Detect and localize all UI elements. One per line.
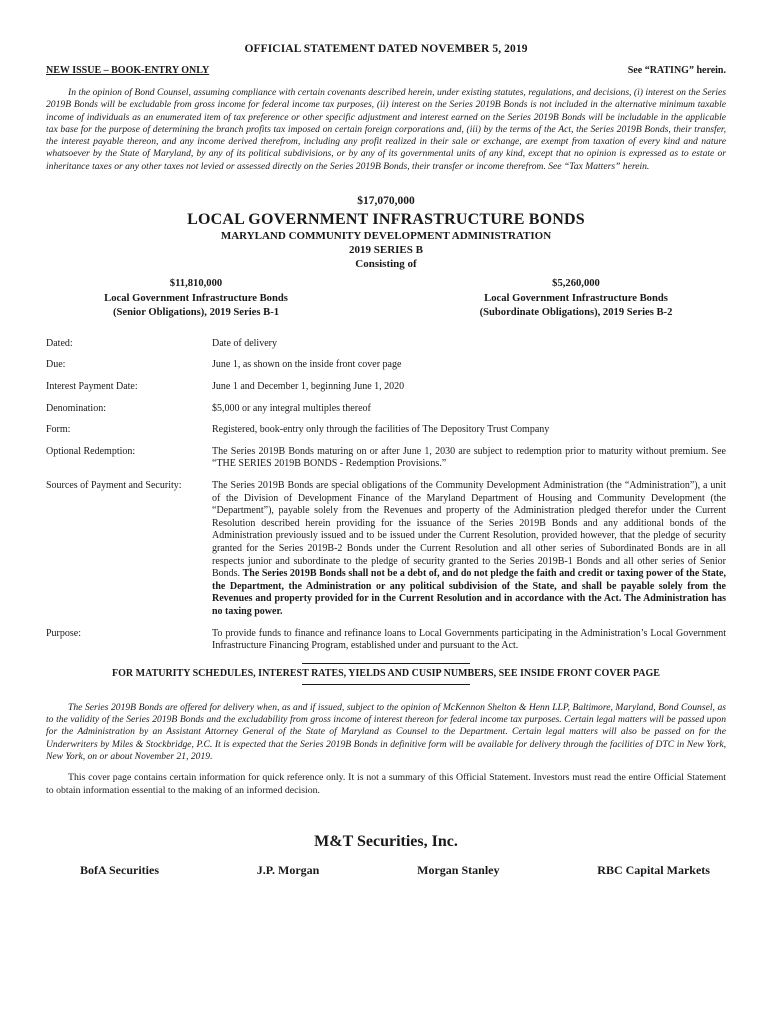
term-due <box>46 359 726 372</box>
term-value: The Series 2019B Bonds maturing on or after June 1, 2030 are subject to redemption prior to maturity without premium. See “THE SERIES 2019B BONDS - Redemption Provisions.” <box>212 445 726 470</box>
term-dated <box>46 338 726 351</box>
official-statement-date: OFFICIAL STATEMENT DATED NOVEMBER 5, 2019 <box>244 43 528 55</box>
maturity-notice-block <box>46 663 726 685</box>
series-b2-name: Local Government Infrastructure Bonds <box>484 292 668 304</box>
lead-underwriter: M&T Securities, Inc. <box>314 833 458 851</box>
term-form <box>46 424 726 437</box>
sources-bold-text: The Series 2019B Bonds shall not be a debt of, and do not pledge the faith and credit or taxing power of the State, the Department, the Administration or any political subdivision of the State, and shall be payable solely from the Revenues and property provided for in the Current Resolution and in accordance with the Act. The Administration has no taxing power. <box>212 568 726 617</box>
term-value: $5,000 or any integral multiples thereof <box>212 402 371 414</box>
series-b1-block <box>46 277 346 321</box>
term-value: To provide funds to finance and refinance loans to Local Governments participating in the Administration’s Local Government Infrastructure Financing Program, established under and pursuant to the Act. <box>212 627 726 652</box>
term-label: Interest Payment Date: <box>46 381 138 393</box>
rating-reference: See “RATING” herein. <box>627 65 726 76</box>
total-amount: $17,070,000 <box>357 195 415 208</box>
term-label: Form: <box>46 424 71 436</box>
term-optional-redemption <box>46 446 726 471</box>
series-columns <box>46 277 726 321</box>
series-name: 2019 SERIES B <box>349 244 423 257</box>
series-b2-desc: (Subordinate Obligations), 2019 Series B-2 <box>479 307 673 319</box>
divider-bottom <box>302 684 470 685</box>
issuer-name: MARYLAND COMMUNITY DEVELOPMENT ADMINISTRATION <box>220 230 552 243</box>
bond-title: LOCAL GOVERNMENT INFRASTRUCTURE BONDS <box>187 211 585 229</box>
term-value: Registered, book-entry only through the facilities of The Depository Trust Company <box>212 424 550 436</box>
term-denomination <box>46 403 726 416</box>
term-label: Optional Redemption: <box>46 445 136 457</box>
sources-text: The Series 2019B Bonds are special obligations of the Community Development Administration (the “Administration”), a unit of the Division of Development Finance of the Maryland Department of Housing and Community Development (the “Department”), payable solely from the Revenues and property of the Administration pledged therefor under the Current Resolution described herein providing for the issuance of the Series 2019B Bonds and any additional bonds of the Administration previously issued and to be issued under the Current Resolution, provided however, that the pledge of security granted for the Series 2019B-2 Bonds under the Current Resolution and all other series of Subordinated Bonds are in all respects junior and subordinate to the pledge of security granted to the Series 2019B-1 Bonds and all other series of Senior Bonds. <box>212 480 726 580</box>
cover-note: This cover page contains certain information for quick reference only. It is not a summary of this Official Statement. Investors must read the entire Official Statement to obtain information essential to the making of an informed decision. <box>46 772 726 796</box>
series-b1-desc: (Senior Obligations), 2019 Series B-1 <box>112 307 280 319</box>
term-label: Purpose: <box>46 627 81 639</box>
underwriter-jpmorgan: J.P. Morgan <box>256 863 320 878</box>
consisting-of: Consisting of <box>355 258 417 271</box>
issue-line <box>46 65 726 76</box>
series-b1-amount: $11,810,000 <box>169 278 223 290</box>
term-label: Due: <box>46 359 66 371</box>
underwriter-rbc: RBC Capital Markets <box>597 863 710 878</box>
term-value: June 1 and December 1, beginning June 1, 2020 <box>212 381 405 393</box>
term-label: Sources of Payment and Security: <box>46 480 182 492</box>
maturity-notice: FOR MATURITY SCHEDULES, INTEREST RATES, YIELDS AND CUSIP NUMBERS, SEE INSIDE FRONT COVER PAGE <box>112 667 660 679</box>
term-value <box>212 480 726 619</box>
offering-paragraph: The Series 2019B Bonds are offered for delivery when, as and if issued, subject to the opinion of McKennon Shelton & Henn LLP, Baltimore, Maryland, Bond Counsel, as to the validity of the Series 2019B Bonds and the excludability from gross income of interest thereon for federal income tax purposes. Certain legal matters will be passed upon for the Administration by an Assistant Attorney General of the State of Maryland as Counsel to the Department. Certain legal matters will also be passed on for the Underwriters by Miles & Stockbridge, P.C. It is expected that the Series 2019B Bonds in definitive form will be available for delivery through the facilities of DTC in New York, New York, on or about November 21, 2019. <box>46 701 726 762</box>
terms-list <box>46 338 726 653</box>
term-purpose <box>46 628 726 653</box>
term-value: Date of delivery <box>212 337 277 349</box>
term-interest-payment <box>46 381 726 394</box>
term-value: June 1, as shown on the inside front cover page <box>212 359 402 371</box>
underwriter-morgan-stanley: Morgan Stanley <box>417 863 500 878</box>
series-b2-block <box>426 277 726 321</box>
series-b1-name: Local Government Infrastructure Bonds <box>104 292 288 304</box>
term-sources-of-payment <box>46 480 726 619</box>
cover-page <box>46 40 726 878</box>
series-b2-amount: $5,260,000 <box>552 278 600 290</box>
co-managers <box>46 863 726 878</box>
underwriter-bofa: BofA Securities <box>80 863 159 878</box>
term-label: Dated: <box>46 337 73 349</box>
term-label: Denomination: <box>46 402 106 414</box>
bond-counsel-opinion: In the opinion of Bond Counsel, assuming compliance with certain covenants described herein, under existing statutes, regulations, and decisions, (i) interest on the Series 2019B Bonds will be excludable from gross income for federal income tax purposes, (ii) interest on the Series 2019B Bonds is not included in the alternative minimum taxable income of individuals as an enumerated item of tax preference or other specific adjustment and interest earned on the Series 2019B Bonds will be includable in the applicable tax base for the purpose of determining the branch profits tax imposed on certain foreign corporations and, (iii) by the terms of the Act, the Series 2019B Bonds, their transfer, the interest payable thereon, and any income derived therefrom, including any profit realized in their sale or exchange, are exempt from taxation of every kind and nature whatsoever by the State of Maryland, by any of its political subdivisions, or by any of its governmental units of any kind, except that no opinion is expressed as to estate or inheritance taxes or any other taxes not levied or assessed directly on the Series 2019B Bonds, their transfer or income therefrom. See “Tax Matters” herein. <box>46 87 726 172</box>
divider-top <box>302 663 470 664</box>
new-issue-label: NEW ISSUE – BOOK-ENTRY ONLY <box>46 65 210 76</box>
